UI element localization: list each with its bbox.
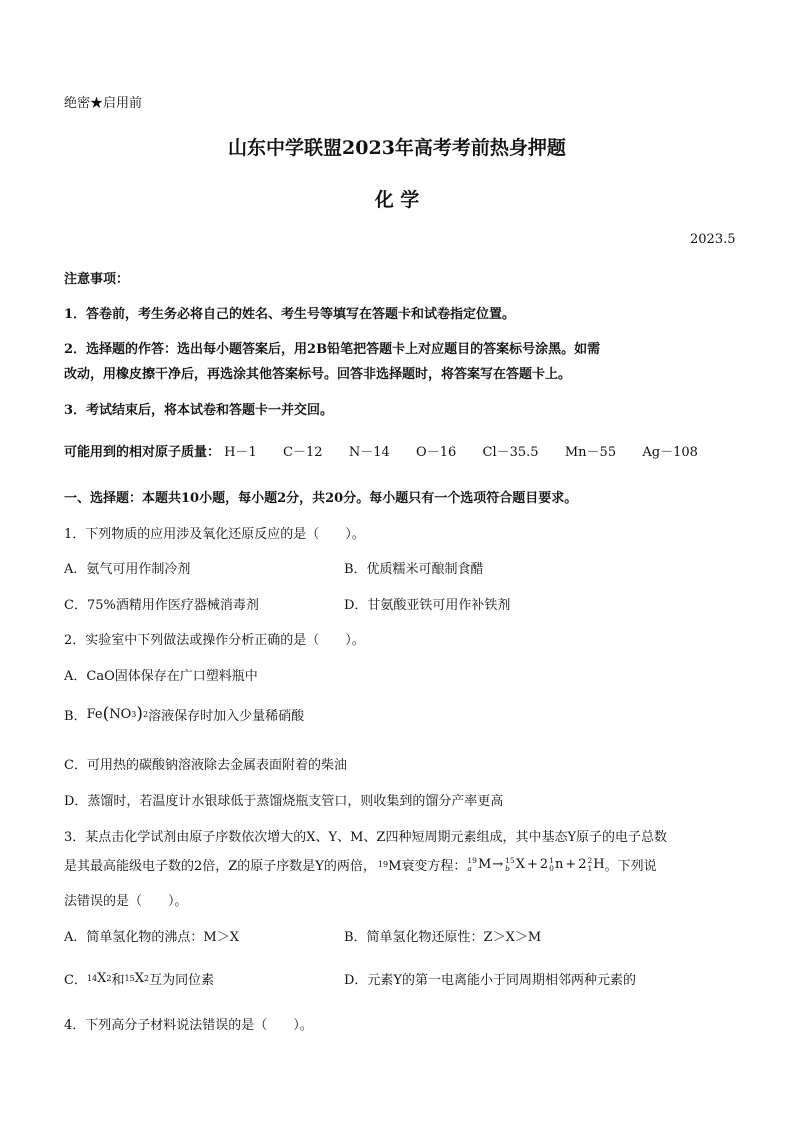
q3-line-2-part3: 。下列说 — [604, 859, 657, 874]
q3-line-1: 3．某点击化学试剂由原子序数依次增大的X、Y、M、Z四种短周期元素组成，其中基态Y原子的电子总数 — [64, 830, 668, 845]
q3-option-d: D．元素Y的第一电离能小于同周期相邻两种元素的 — [344, 973, 637, 988]
secret-label: 绝密★启用前 — [64, 96, 143, 111]
q1-option-d: D．甘氨酸亚铁可用作补铁剂 — [344, 598, 511, 613]
q3-line-3: 法错误的是（ ）。 — [64, 894, 188, 909]
exam-date: 2023.5 — [690, 232, 736, 247]
atomic-mass-h: H－1 — [224, 445, 257, 460]
q1-stem: 1．下列物质的应用涉及氧化还原反应的是（ ）。 — [64, 527, 365, 542]
q3-line-2: 是其最高能级电子数的2倍，Z的原子序数是Y的两倍， 19 M衰变方程： 19 a M → 15 b X + 2 1 0 n + 2 2 1 H 。下列说 — [64, 855, 657, 874]
q2-option-a: A．CaO固体保存在广口塑料瓶中 — [64, 669, 258, 684]
atomic-mass-o: O－16 — [416, 445, 457, 460]
q4-stem: 4．下列高分子材料说法错误的是（ ）。 — [64, 1018, 313, 1033]
atomic-mass-label: 可能用到的相对原子质量： — [64, 445, 221, 460]
subject-title: 化 学 — [374, 189, 420, 211]
notice-item-3: 3．考试结束后，将本试卷和答题卡一并交回。 — [64, 403, 334, 418]
q1-option-a: A．氨气可用作制冷剂 — [64, 562, 191, 577]
q2-option-c: C．可用热的碳酸钠溶液除去金属表面附着的柴油 — [64, 758, 347, 773]
q2-stem: 2．实验室中下列做法或操作分析正确的是（ ）。 — [64, 633, 365, 648]
q3-line-2-part2: M衰变方程： — [388, 859, 467, 874]
notice-item-2: 2．选择题的作答：选出每小题答案后，用2B铅笔把答题卡上对应题目的答案标号涂黑。如需 — [64, 342, 601, 357]
atomic-mass-ag: Ag－108 — [642, 445, 698, 460]
notice-item-2-cont: 改动，用橡皮擦干净后，再选涂其他答案标号。回答非选择题时，将答案写在答题卡上。 — [64, 367, 572, 382]
atomic-mass-cl: Cl－35.5 — [482, 445, 539, 460]
q3-option-c: C． 14 X 2 和 15 X 2 互为同位素 — [64, 971, 215, 988]
atomic-mass-c: C－12 — [283, 445, 323, 460]
q2-option-b-suffix: 溶液保存时加入少量稀硝酸 — [148, 709, 305, 724]
q3-option-a: A．简单氢化物的沸点：M＞X — [64, 930, 239, 945]
q2-option-b — [64, 705, 304, 724]
page-title: 山东中学联盟2023年高考考前热身押题 — [228, 137, 566, 159]
fe-no3-2-formula: Fe ( NO 3 ) 2 — [86, 704, 149, 724]
atomic-mass-n: N－14 — [348, 445, 390, 460]
q2-option-d: D．蒸馏时，若温度计水银球低于蒸馏烧瓶支管口，则收集到的馏分产率更高 — [64, 794, 504, 809]
notice-item-1: 1．答卷前，考生务必将自己的姓名、考生号等填写在答题卡和试卷指定位置。 — [64, 307, 516, 322]
atomic-mass-line — [64, 441, 698, 460]
notice-heading: 注意事项： — [64, 272, 130, 287]
q3-option-b: B．简单氢化物还原性：Z＞X＞M — [344, 930, 542, 945]
q1-option-b: B．优质糯米可酿制食醋 — [344, 562, 484, 577]
q3-line-2-part1: 是其最高能级电子数的2倍，Z的原子序数是Y的两倍， — [64, 859, 376, 874]
decay-equation: 19 a M → 15 b X + 2 1 0 n + 2 2 1 H — [467, 855, 605, 873]
q2-option-b-prefix: B． — [64, 709, 87, 724]
q3-option-c-suffix: 互为同位素 — [149, 973, 215, 988]
q1-option-c: C．75%酒精用作医疗器械消毒剂 — [64, 598, 259, 613]
section-heading: 一、选择题：本题共10小题，每小题2分，共20分。每小题只有一个选项符合题目要求。 — [64, 491, 578, 506]
atomic-mass-mn: Mn－55 — [564, 445, 617, 460]
